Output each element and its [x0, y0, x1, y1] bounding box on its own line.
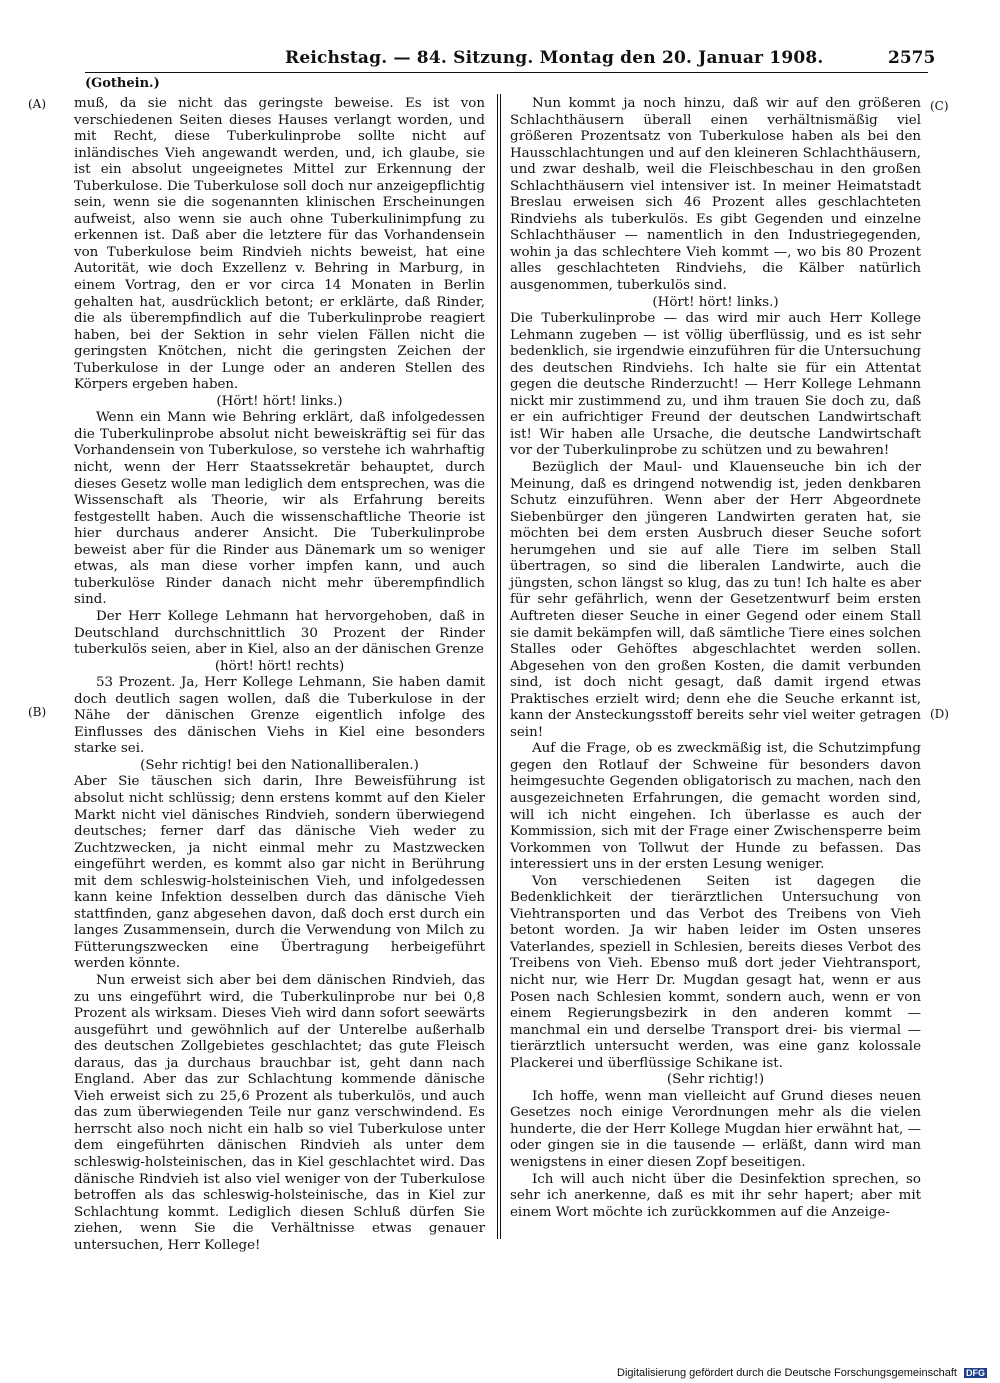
paragraph: 53 Prozent. Ja, Herr Kollege Lehmann, Sie haben damit doch deutlich sagen wollen, daß die Tuberkulose in der Nähe der dänischen Grenze eigentlich infolge des Einflusses des dänischen Viehs in Kiel eine besonders starke sei.: [74, 675, 485, 757]
right-column: [510, 96, 921, 1221]
page-header: [0, 44, 1000, 74]
column-divider: [497, 94, 498, 1239]
paragraph: Der Herr Kollege Lehmann hat hervorgehoben, daß in Deutschland durchschnittlich 30 Prozent der Rinder tuberkulös seien, aber in Kiel, also an der dänischen Grenze: [74, 608, 485, 658]
margin-marker-b: (B): [28, 705, 47, 719]
interjection: (Hört! hört! links.): [652, 294, 779, 310]
paragraph: Wenn ein Mann wie Behring erklärt, daß infolgedessen die Tuberkulinprobe absolut nicht beweiskräftig sei für das Vorhandensein von Tuberkulose, so verstehe ich wahrhaftig nicht, wenn der Herr Staatssekretär behauptet, durch dieses Gesetz wolle man lediglich dem entsprechen, was die Wissenschaft als Theorie, wir als Erfahrung bereits festgestellt haben. Auch die wissenschaftliche Theorie ist hier durchaus anderer Ansicht. Die Tuberkulinprobe beweist aber für die Rinder aus Dänemark um so weniger etwas, als man diese vorher impfen kann, und auch tuberkulöse Rinder danach nicht mehr überempfindlich sind.: [74, 410, 485, 608]
margin-marker-c: (C): [930, 99, 949, 113]
footer: [617, 1367, 987, 1379]
paragraph: Ich will auch nicht über die Desinfektion sprechen, so sehr ich anerkenne, daß es mit ihr sehr hapert; aber mit einem Wort möchte ich zurückkommen auf die Anzeige-: [510, 1171, 921, 1220]
margin-marker-a: (A): [28, 97, 47, 111]
dfg-logo: DFG: [966, 1368, 986, 1378]
paragraph: Bezüglich der Maul- und Klauenseuche bin ich der Meinung, daß es dringend notwendig ist, jeden denkbaren Schutz einzuführen. Wenn aber der Herr Abgeordnete Siebenbürger den jüngeren Landwirten geraten hat, sie möchten bei dem ersten Ausbruch dieser Seuche sofort herumgehen und sie auf alle Tiere im selben Stall übertragen, so sind die liberalen Landwirte, auch die jüngsten, schon längst so klug, das zu tun! Ich halte es aber für sehr gefährlich, wenn der Gesetzentwurf beim ersten Auftreten dieser Seuche in einer Gegend oder einem Stall sie damit bekämpfen will, daß sämtliche Tiere eines solchen Stalles oder Gehöftes abgeschlachtet werden sollen. Abgesehen von den großen Kosten, die damit verbunden sind, ist doch nicht gesagt, daß damit irgend etwas Praktisches erzielt wird; denn ehe die Seuche erkannt ist, kann der Ansteckungsstoff bereits sehr viel weiter getragen sein!: [510, 460, 921, 740]
running-title: Reichstag. — 84. Sitzung. Montag den 20. Januar 1908.: [285, 48, 824, 68]
paragraph: muß, da sie nicht das geringste beweise. Es ist von verschiedenen Seiten dieses Hauses verlangt worden, und mit Recht, diese Tuberkulinprobe sollte nicht auf inländisches Vieh angewandt werden, und, ich glaube, sie ist ein absolut ungeeignetes Mittel zur Erkennung der Tuberkulose. Die Tuberkulose soll doch nur anzeigepflichtig sein, wenn sie die sogenannten klinischen Erscheinungen aufweist, also wenn sie auch ohne Tuberkulinimpfung zu erkennen ist. Daß aber die letztere für das Vorhandensein von Tuberkulose beim Rindvieh nichts beweist, hat eine Autorität, wie doch Exzellenz v. Behring in Marburg, in einem Vortrag, den er vor circa 14 Monaten in Berlin gehalten hat, ausdrücklich betont; er erklärte, daß Rinder, die als überempfindlich auf die Tuberkulinprobe reagiert haben, bei der Sektion in sehr vielen Fällen nicht die geringsten Knötchen, nicht die geringsten Zeichen der Tuberkulose in der Lunge oder an anderen Stellen des Körpers ergeben haben.: [74, 96, 485, 393]
paragraph: Von verschiedenen Seiten ist dagegen die Bedenklichkeit der tierärztlichen Untersuchung von Viehtransporten und das Verbot des Treibens von Vieh betont worden. Ja wir haben leider im Osten unseres Vaterlandes, speziell in Schlesien, bereits dieses Verbot des Treibens von Vieh. Ebenso muß dort jeder Viehtransport, nicht nur, wie Herr Dr. Mugdan gesagt hat, wenn er aus Posen nach Schlesien kommt, sondern auch, wenn er von einem Regierungsbezirk in den anderen kommt — manchmal ein und derselbe Transport drei- bis viermal — tierärztlich untersucht werden, was eine ganz kolossale Plackerei und überflüssige Schikane ist.: [510, 873, 921, 1071]
interjection: (Sehr richtig!): [666, 1072, 765, 1088]
margin-marker-d: (D): [930, 707, 949, 721]
paragraph: Nun erweist sich aber bei dem dänischen Rindvieh, das zu uns eingeführt wird, die Tuberkulinprobe nur bei 0,8 Prozent als wirksam. Dieses Vieh wird dann sofort seewärts ausgeführt und gewöhnlich auf der Unterelbe außerhalb des deutschen Zollgebietes geschlachtet; das gute Fleisch daraus, das ja durchaus brauchbar ist, geht dann nach England. Aber das zur Schlachtung kommende dänische Vieh erweist sich zu 25,6 Prozent als tuberkulös, und auch das zum überwiegenden Teile nur ganz verschwindend. Es herrscht also noch nicht ein halb so viel Tuberkulose unter dem eingeführten dänischen Rindvieh als unter dem schleswig-holsteinischen, das in Kiel geschlachtet wird. Das dänische Rindvieh ist also viel weniger von der Tuberkulose betroffen als das schleswig-holsteinische, das in Kiel zur Schlachtung kommt. Lediglich diesen Schluß dürfen Sie ziehen, wenn Sie die Verhältnisse etwas genauer untersuchen, Herr Kollege!: [74, 972, 485, 1253]
column-divider-second: [500, 94, 501, 1239]
paragraph: Die Tuberkulinprobe — das wird mir auch Herr Kollege Lehmann zugeben — ist völlig überflüssig, und es ist sehr bedenklich, sie irgendwie einzuführen für die Untersuchung des deutschen Rindviehs. Ich halte sie für ein Attentat gegen die deutsche Rinderzucht! — Herr Kollege Lehmann nickt mir zustimmend zu, und ihm trauen Sie doch zu, daß er ein aufrichtiger Freund der deutschen Landwirtschaft ist! Wir haben alle Ursache, die deutsche Landwirtschaft vor der Tuberkulinprobe zu schützen und zu bewahren!: [510, 311, 921, 459]
header-rule: [85, 72, 928, 73]
footer-text: Digitalisierung gefördert durch die Deutsche Forschungsgemeinschaft: [617, 1367, 957, 1379]
paragraph: Auf die Frage, ob es zweckmäßig ist, die Schutzimpfung gegen den Rotlauf der Schweine für besonders davon heimgesuchte Gegenden obligatorisch zu machen, nach den ausgezeichneten Erfahrungen, die gemacht worden sind, will ich nicht eingehen. Ich überlasse es auch der Kommission, sich mit der Frage einer Zwischensperre beim Vorkommen von Tollwut der Hunde zu befassen. Das interessiert uns in der ersten Lesung weniger.: [510, 741, 921, 873]
left-column: [74, 96, 485, 1254]
paragraph: Ich hoffe, wenn man vielleicht auf Grund dieses neuen Gesetzes noch einige Verordnungen mehr als die vielen hunderte, die der Herr Kollege Mugdan hier erwähnt hat, — oder gingen sie in die tausende — erläßt, dann wird man wenigstens in einer diesen Zopf beseitigen.: [510, 1088, 921, 1170]
paragraph: Aber Sie täuschen sich darin, Ihre Beweisführung ist absolut nicht schlüssig; denn erstens kommt auf den Kieler Markt nicht viel dänisches Rindvieh, sondern überwiegend deutsches; ferner darf das dänische Vieh weder zu Zuchtzwecken, ja nicht einmal mehr zu Mastzwecken eingeführt werden, es kommt also gar nicht in Berührung mit dem schleswig-holsteinischen Vieh, und infolgedessen kann keine Infektion desselben durch das dänische Vieh stattfinden, ganz abgesehen davon, daß doch erst durch ein langes Zusammensein, durch die Verwendung von Milch zu Fütterungszwecken eine Übertragung herbeigeführt werden könnte.: [74, 774, 485, 972]
page-number: 2575: [888, 48, 936, 68]
interjection: (hört! hört! rechts): [214, 658, 345, 674]
interjection: (Hört! hört! links.): [216, 393, 343, 409]
paragraph: Nun kommt ja noch hinzu, daß wir auf den größeren Schlachthäusern überall einen verhältnismäßig viel größeren Prozentsatz von Tuberkulose haben als bei den Hausschlachtungen und auf den kleineren Schlachthäusern, und zwar deshalb, weil die Fleischbeschau in den großen Schlachthäusern viel intensiver ist. In meiner Heimatstadt Breslau erweisen sich 46 Prozent alles geschlachteten Rindviehs als tuberkulös. Es gibt Gegenden und einzelne Schlachthäuser — namentlich in den Industriegegenden, wohin ja das schlechtere Vieh kommt —, wo bis 80 Prozent alles geschlachteten Rindviehs, die Kälber natürlich ausgenommen, tuberkulös sind.: [510, 96, 921, 294]
interjection: (Sehr richtig! bei den Nationalliberalen.): [140, 757, 419, 773]
speaker-name: (Gothein.): [85, 76, 160, 91]
